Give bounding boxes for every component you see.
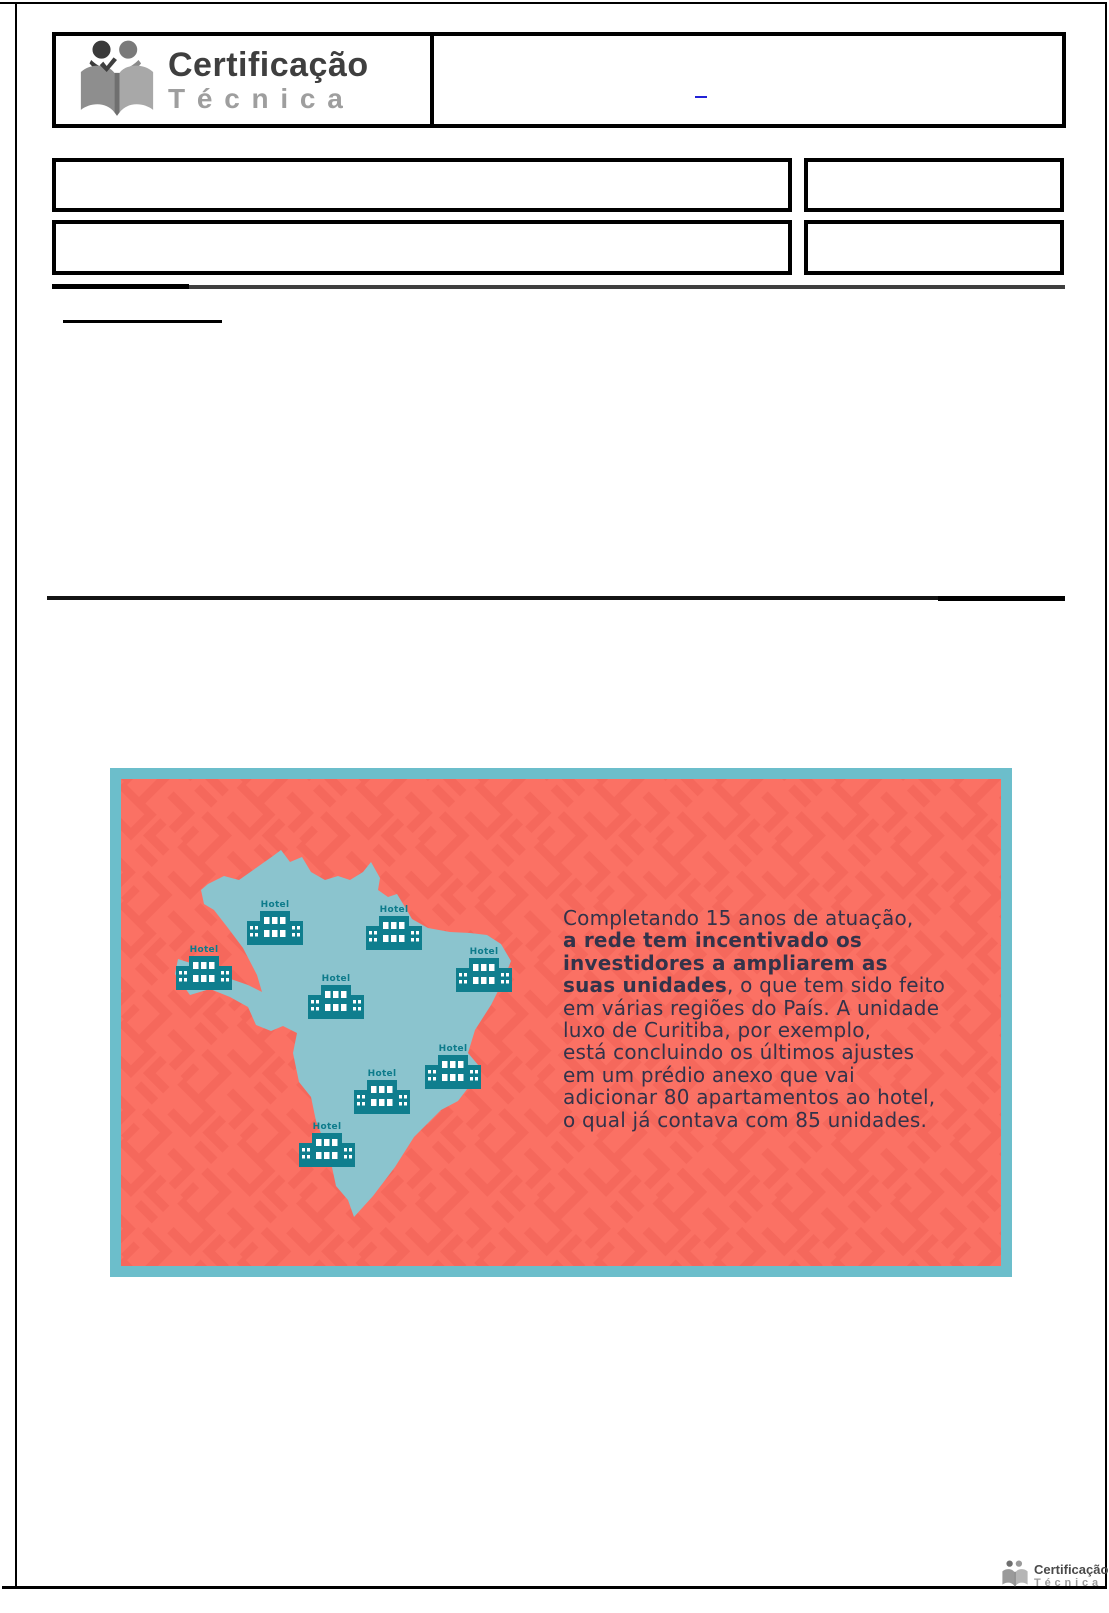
hotel-building-icon	[366, 916, 422, 950]
hotel-marker	[308, 974, 364, 1024]
section-rule	[52, 285, 1065, 289]
hotel-label: Hotel	[469, 947, 499, 957]
hotel-marker	[176, 945, 232, 995]
footer-rule	[2, 1586, 1107, 1589]
hotel-label: Hotel	[367, 1069, 397, 1079]
page-border-left	[15, 2, 17, 1587]
paragraph-line: luxo de Curitiba, por exemplo,	[563, 1018, 872, 1043]
hotel-building-icon	[247, 911, 303, 945]
content-divider-rule	[47, 596, 1065, 600]
hotel-label: Hotel	[189, 945, 219, 955]
hotel-marker	[354, 1069, 410, 1119]
hotel-building-icon	[354, 1080, 410, 1114]
empty-field-box	[52, 220, 792, 275]
paragraph-line: em um prédio anexo que vai	[563, 1062, 855, 1087]
section-rule-dark-segment	[52, 284, 189, 289]
hotel-building-icon	[176, 956, 232, 990]
paragraph-line: o qual já contava com 85 unidades.	[563, 1107, 928, 1132]
header-table	[52, 32, 1066, 128]
brazil-map	[140, 820, 540, 1220]
paragraph-line: adicionar 80 apartamentos ao hotel,	[563, 1085, 936, 1110]
hotel-label: Hotel	[321, 974, 351, 984]
footer-logo	[1000, 1560, 1108, 1592]
logo-title: Certificação	[168, 45, 369, 84]
paragraph-line: Completando 15 anos de atuação,	[563, 906, 914, 930]
page-border-right	[1105, 2, 1107, 1587]
logo-subtitle: Técnica	[168, 82, 355, 114]
reading-people-icon	[74, 39, 160, 122]
promo-image	[110, 768, 1012, 1277]
hotel-building-icon	[308, 985, 364, 1019]
hotel-marker	[425, 1044, 481, 1094]
hotel-building-icon	[456, 958, 512, 992]
page-border-top	[0, 2, 1107, 4]
promo-paragraph	[563, 907, 983, 1131]
paragraph-line: a rede tem incentivado os	[563, 928, 863, 953]
header-cell-divider	[430, 36, 434, 124]
hotel-marker	[299, 1122, 355, 1172]
paragraph-line: investidores a ampliarem as	[563, 950, 888, 975]
empty-field-box	[52, 158, 792, 212]
hotel-label: Hotel	[312, 1122, 342, 1132]
paragraph-line: suas unidades, o que tem sido feito	[563, 973, 946, 998]
content-divider-rule-end	[938, 596, 1065, 601]
hotel-label: Hotel	[379, 905, 409, 915]
empty-field-box	[804, 158, 1064, 212]
hotel-label: Hotel	[438, 1044, 468, 1054]
company-logo	[74, 41, 424, 119]
paragraph-line: em várias regiões do País. A unidade	[563, 995, 940, 1020]
hotel-building-icon	[425, 1055, 481, 1089]
hotel-marker	[366, 905, 422, 955]
empty-field-box	[804, 220, 1064, 275]
hotel-marker	[456, 947, 512, 997]
map-hotels-layer	[140, 820, 540, 1220]
reading-people-icon	[1000, 1560, 1030, 1592]
paragraph-line: está concluindo os últimos ajustes	[563, 1040, 915, 1065]
footer-logo-title: Certificação	[1034, 1562, 1109, 1577]
hotel-marker	[247, 900, 303, 950]
footer-logo-subtitle: Técnica	[1034, 1577, 1102, 1589]
empty-hyperlink[interactable]	[695, 96, 707, 98]
hotel-label: Hotel	[260, 900, 290, 910]
hotel-building-icon	[299, 1133, 355, 1167]
blank-underline	[63, 320, 222, 323]
